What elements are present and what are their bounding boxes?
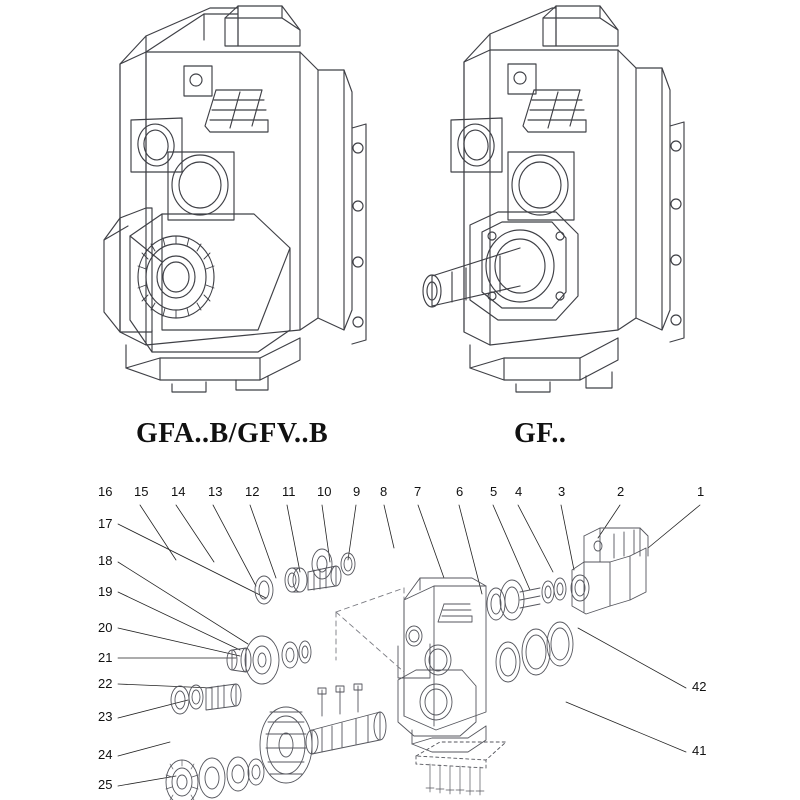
callout-19: 19	[98, 584, 113, 599]
caption-gf: GF..	[514, 418, 567, 449]
callout-9: 9	[353, 484, 361, 499]
callout-6: 6	[456, 484, 464, 499]
callout-11: 11	[282, 484, 296, 499]
callout-24: 24	[98, 747, 113, 762]
caption-gfab: GFA..B/GFV..B	[136, 418, 329, 449]
callout-1: 1	[697, 484, 705, 499]
callout-3: 3	[558, 484, 566, 499]
callout-5: 5	[490, 484, 498, 499]
callout-18: 18	[98, 553, 113, 568]
callout-21: 21	[98, 650, 113, 665]
callout-13: 13	[208, 484, 223, 499]
callout-41: 41	[692, 743, 707, 758]
callout-42: 42	[692, 679, 707, 694]
callout-7: 7	[414, 484, 422, 499]
callout-12: 12	[245, 484, 260, 499]
callout-16: 16	[98, 484, 113, 499]
callout-4: 4	[515, 484, 523, 499]
callout-10: 10	[317, 484, 332, 499]
callout-22: 22	[98, 676, 113, 691]
callout-23: 23	[98, 709, 113, 724]
callout-20: 20	[98, 620, 113, 635]
callout-25: 25	[98, 777, 113, 792]
callout-14: 14	[171, 484, 186, 499]
callout-15: 15	[134, 484, 149, 499]
callout-17: 17	[98, 516, 113, 531]
callout-8: 8	[380, 484, 388, 499]
callout-2: 2	[617, 484, 625, 499]
